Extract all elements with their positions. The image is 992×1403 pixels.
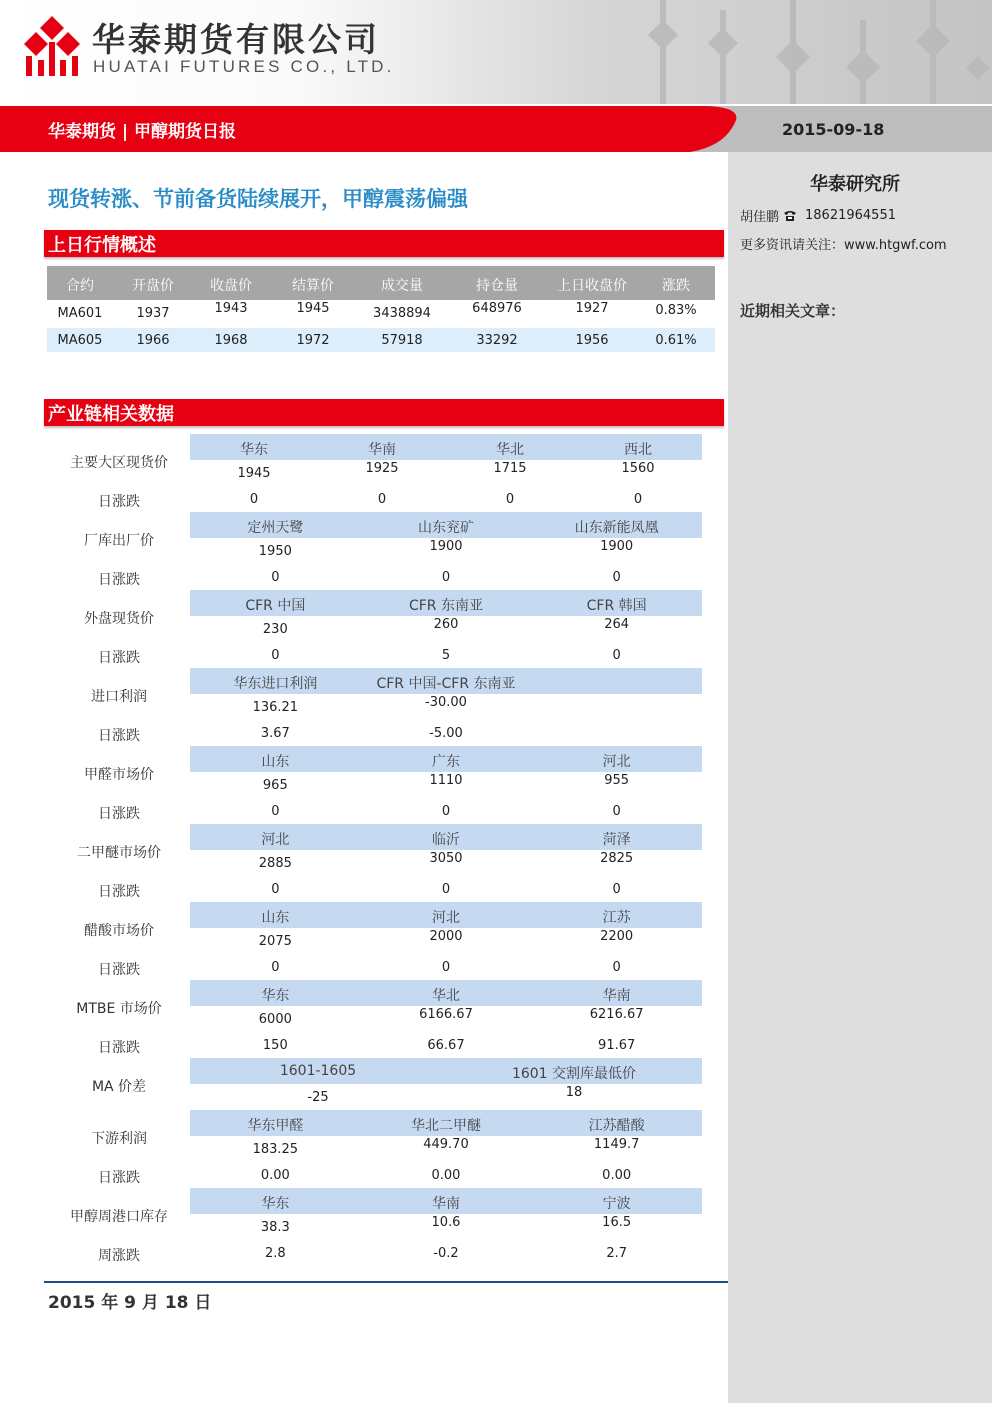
group-label: 二甲醚市场价: [77, 845, 161, 861]
market-col-header: 开盘价: [132, 278, 174, 294]
value-cell: 1925: [365, 461, 399, 476]
change-cell: 0: [377, 492, 387, 507]
market-cell: 0.83%: [655, 303, 697, 318]
analyst-name: 胡佳鹏: [740, 210, 780, 225]
value-cell: 1110: [429, 773, 463, 788]
value-cell: 955: [604, 773, 630, 788]
group-header-cell: CFR 中国-CFR 东南亚: [376, 676, 516, 692]
change-label: 日涨跌: [98, 1170, 140, 1186]
group-header-cell: 河北: [431, 910, 460, 926]
change-label: 日涨跌: [98, 728, 140, 744]
change-cell: 0: [505, 492, 515, 507]
market-cell: 1968: [214, 333, 248, 348]
value-cell: 1149.7: [593, 1137, 640, 1152]
huatai-logo-icon: [24, 16, 80, 76]
group-header-cell: 华东进口利润: [233, 676, 318, 692]
market-cell: 1927: [575, 301, 609, 316]
group-label: 醋酸市场价: [84, 923, 154, 939]
value-cell: 1945: [237, 466, 271, 481]
value-cell: 136.21: [252, 700, 299, 715]
change-cell: 0: [271, 882, 280, 897]
group-header-cell: 山东: [261, 754, 290, 770]
change-label: 日涨跌: [98, 962, 140, 978]
group-header-cell: 河北: [261, 832, 290, 848]
change-cell: -5.00: [429, 726, 463, 741]
market-cell: 1956: [575, 333, 609, 348]
change-cell: 0: [612, 960, 621, 975]
group-header-cell: 1601 交割库最低价: [511, 1066, 637, 1082]
market-cell: 1966: [136, 333, 170, 348]
value-cell: 6166.67: [419, 1007, 473, 1022]
sidebar: [728, 152, 992, 1403]
follow-info: 更多资讯请关注：www.htgwf.com: [740, 238, 947, 253]
value-cell: -25: [307, 1090, 329, 1105]
value-cell: 2075: [258, 934, 292, 949]
market-cell: 1945: [296, 301, 330, 316]
group-header-cell: 江苏醋酸: [588, 1118, 645, 1134]
group-label: 进口利润: [91, 689, 147, 705]
value-cell: 230: [262, 622, 288, 637]
change-cell: 3.67: [260, 726, 290, 741]
group-header-cell: 西北: [624, 442, 652, 458]
change-cell: 91.67: [598, 1038, 636, 1053]
change-cell: 0: [441, 804, 451, 819]
header-decoration: [560, 0, 992, 104]
change-cell: 5: [441, 648, 451, 663]
change-cell: 0: [633, 492, 643, 507]
group-label: 甲醛市场价: [84, 767, 154, 783]
market-col-header: 持仓量: [476, 278, 518, 294]
group-header-cell: CFR 东南亚: [408, 598, 483, 614]
change-cell: 0: [441, 570, 451, 585]
change-cell: 0.00: [602, 1168, 632, 1183]
group-label: MTBE 市场价: [76, 1001, 162, 1017]
group-header-cell: CFR 韩国: [586, 598, 647, 614]
report-date: 2015-09-18: [782, 120, 885, 139]
change-cell: 0: [271, 960, 280, 975]
change-cell: 0: [441, 960, 451, 975]
value-cell: 16.5: [602, 1215, 632, 1230]
page-header: [0, 0, 992, 104]
group-header-cell: 菏泽: [602, 832, 631, 848]
value-cell: 10.6: [431, 1215, 461, 1230]
group-header-cell: 山东: [261, 910, 290, 926]
change-cell: 0: [271, 804, 280, 819]
headline: 现货转涨、节前备货陆续展开，甲醇震荡偏强: [48, 187, 468, 211]
phone-icon: [783, 210, 797, 222]
market-col-header: 结算价: [292, 278, 334, 294]
company-name-cn: 华泰期货有限公司: [92, 20, 380, 59]
footer-rule: [44, 1281, 728, 1283]
value-cell: -30.00: [425, 695, 467, 710]
value-cell: 3050: [429, 851, 463, 866]
group-header-cell: CFR 中国: [245, 598, 306, 614]
market-cell: 648976: [472, 301, 522, 316]
change-cell: 0.00: [260, 1168, 290, 1183]
market-col-header: 上日收盘价: [557, 278, 627, 294]
change-label: 周涨跌: [98, 1248, 140, 1264]
group-header-cell: 广东: [431, 754, 460, 770]
market-col-header: 涨跌: [662, 278, 690, 294]
group-label: 下游利润: [91, 1131, 147, 1147]
market-col-header: 合约: [66, 278, 94, 294]
related-articles-heading: 近期相关文章：: [740, 302, 846, 320]
section-title: 上日行情概述: [48, 235, 156, 256]
value-cell: 1560: [621, 461, 655, 476]
change-cell: 0: [612, 882, 621, 897]
group-header-cell: 山东新能凤凰: [574, 520, 659, 536]
section-title: 产业链相关数据: [48, 404, 174, 425]
value-cell: 183.25: [252, 1142, 299, 1157]
change-label: 日涨跌: [98, 1040, 140, 1056]
value-cell: 1900: [429, 539, 463, 554]
group-label: MA 价差: [91, 1079, 147, 1095]
section-industry-chain: [44, 399, 724, 426]
value-cell: 1715: [493, 461, 527, 476]
change-label: 日涨跌: [98, 572, 140, 588]
change-cell: 0: [271, 648, 280, 663]
value-cell: 449.70: [423, 1137, 469, 1152]
market-cell: 1972: [296, 333, 330, 348]
change-cell: 150: [262, 1038, 288, 1053]
market-col-header: 收盘价: [210, 278, 252, 294]
group-header-cell: 华南: [368, 442, 396, 458]
value-cell: 2825: [600, 851, 634, 866]
change-cell: 0: [612, 804, 621, 819]
group-label: 主要大区现货价: [70, 455, 168, 471]
change-cell: 0: [249, 492, 259, 507]
change-label: 日涨跌: [98, 884, 140, 900]
group-header-cell: 华北: [431, 988, 460, 1004]
market-col-header: 成交量: [381, 278, 423, 294]
market-cell: 0.61%: [655, 333, 697, 348]
analyst-phone: 18621964551: [805, 208, 896, 223]
value-cell: 6000: [258, 1012, 292, 1027]
change-cell: 0: [612, 648, 621, 663]
group-header-cell: 华东甲醛: [247, 1118, 304, 1134]
change-cell: -0.2: [433, 1246, 459, 1261]
value-cell: 1900: [600, 539, 634, 554]
company-name-en: HUATAI FUTURES CO., LTD.: [93, 57, 395, 76]
group-header-cell: 江苏: [602, 910, 631, 926]
change-cell: 66.67: [427, 1038, 465, 1053]
group-header-cell: 华北: [496, 442, 524, 458]
group-header-cell: 定州天鹭: [247, 520, 304, 536]
value-cell: 2885: [258, 856, 292, 871]
group-header-cell: 华南: [602, 988, 631, 1004]
value-cell: 260: [433, 617, 459, 632]
market-cell: 3438894: [373, 306, 431, 321]
group-header-cell: 华北二甲醚: [410, 1118, 481, 1134]
value-cell: 2000: [429, 929, 463, 944]
value-cell: 1950: [258, 544, 292, 559]
market-cell: 57918: [381, 333, 423, 348]
value-cell: 2200: [600, 929, 634, 944]
market-cell: 1937: [136, 306, 170, 321]
value-cell: 264: [604, 617, 630, 632]
change-cell: 0.00: [431, 1168, 461, 1183]
group-header-cell: 临沂: [431, 832, 460, 848]
group-label: 厂库出厂价: [84, 533, 154, 549]
analyst-contact: [740, 206, 896, 225]
report-title: 华泰期货 | 甲醇期货日报: [48, 122, 237, 142]
market-cell: 1943: [214, 301, 248, 316]
group-label: 外盘现货价: [84, 611, 154, 627]
change-cell: 2.8: [264, 1246, 286, 1261]
change-label: 日涨跌: [98, 494, 140, 510]
group-header-cell: 宁波: [602, 1196, 631, 1212]
group-header-cell: 华东: [261, 1196, 290, 1212]
market-cell: MA601: [57, 306, 103, 321]
section-market-overview: [44, 230, 724, 257]
group-header-cell: 山东兖矿: [417, 520, 474, 536]
value-cell: 38.3: [260, 1220, 290, 1235]
value-cell: 6216.67: [589, 1007, 644, 1022]
change-label: 日涨跌: [98, 806, 140, 822]
group-header-cell: 1601-1605: [279, 1063, 357, 1079]
market-cell: 33292: [476, 333, 518, 348]
change-cell: 2.7: [606, 1246, 627, 1261]
group-label: 甲醇周港口库存: [70, 1209, 168, 1225]
group-header-cell: 华东: [240, 442, 268, 458]
change-cell: 0: [271, 570, 280, 585]
change-cell: 0: [612, 570, 621, 585]
footer-date: 2015 年 9 月 18 日: [48, 1293, 212, 1313]
group-header-cell: 河北: [602, 754, 631, 770]
value-cell: 18: [565, 1085, 583, 1100]
change-cell: 0: [441, 882, 451, 897]
institute-name: 华泰研究所: [810, 174, 900, 195]
group-header-cell: 华东: [261, 988, 290, 1004]
market-cell: MA605: [57, 333, 103, 348]
change-label: 日涨跌: [98, 650, 140, 666]
value-cell: 965: [262, 778, 288, 793]
group-header-cell: 华南: [431, 1196, 460, 1212]
